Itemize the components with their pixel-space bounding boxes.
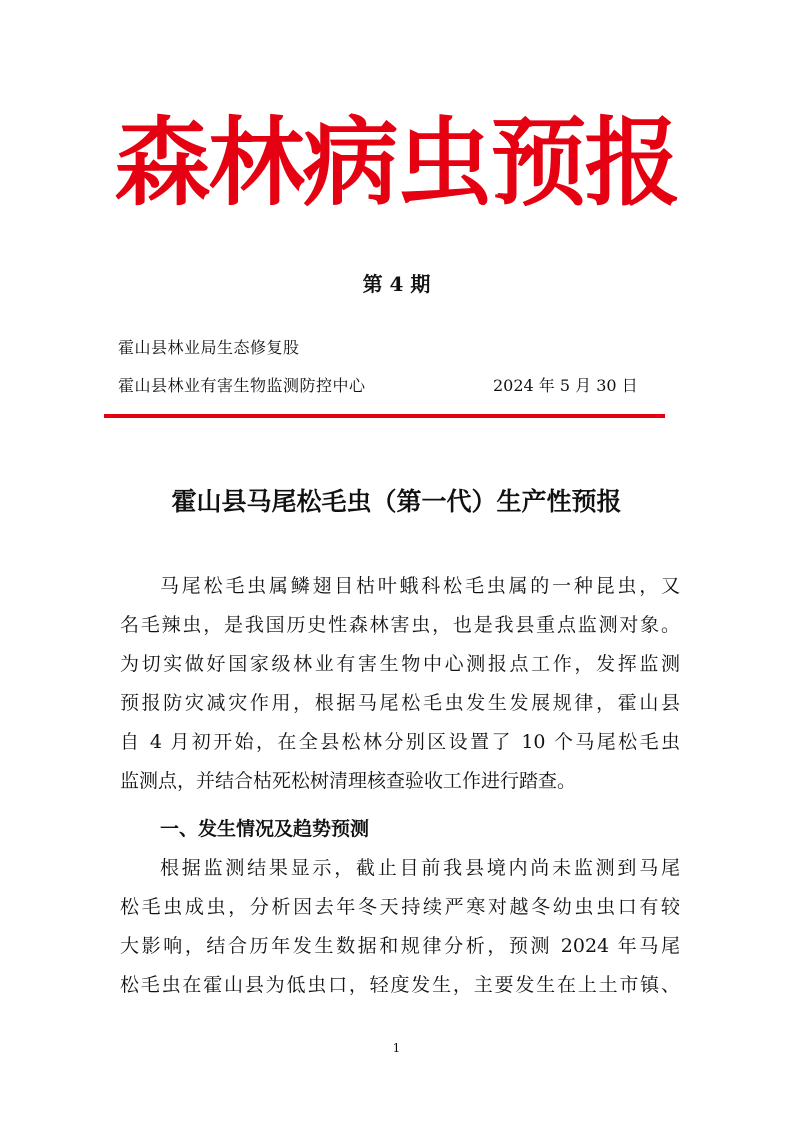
intro-line: 监测点，并结合枯死松树清理核查验收工作进行踏查。 [120,770,577,792]
issuing-org-2: 霍山县林业有害生物监测防控中心 [118,376,366,395]
masthead-title: 森林病虫预报 [114,107,679,219]
section-line: 松毛虫在霍山县为低虫口，轻度发生，主要发生在上土市镇、 [120,974,680,996]
section-line: 根据监测结果显示，截止目前我县境内尚未监测到马尾 [160,857,680,879]
intro-line: 自 4 月初开始，在全县松林分别区设置了 10 个马尾松毛虫 [120,731,680,753]
header-divider [104,414,665,418]
issue-number: 第 4 期 [362,272,431,296]
page-number: 1 [392,1041,401,1055]
intro-line: 为切实做好国家级林业有害生物中心测报点工作，发挥监测 [120,653,680,675]
section-heading: 一、发生情况及趋势预测 [160,818,370,840]
intro-line: 名毛辣虫，是我国历史性森林害虫，也是我县重点监测对象。 [120,614,680,636]
issuing-org-1: 霍山县林业局生态修复股 [118,338,300,357]
section-line: 大影响，结合历年发生数据和规律分析，预测 2024 年马尾 [120,935,680,957]
intro-line: 马尾松毛虫属鳞翅目枯叶蛾科松毛虫属的一种昆虫，又 [160,575,680,597]
section-line: 松毛虫成虫，分析因去年冬天持续严寒对越冬幼虫虫口有较 [120,896,680,918]
publication-date: 2024 年 5 月 30 日 [493,376,638,395]
intro-line: 预报防灾减灾作用，根据马尾松毛虫发生发展规律，霍山县 [120,692,680,714]
article-title: 霍山县马尾松毛虫（第一代）生产性预报 [171,487,622,516]
